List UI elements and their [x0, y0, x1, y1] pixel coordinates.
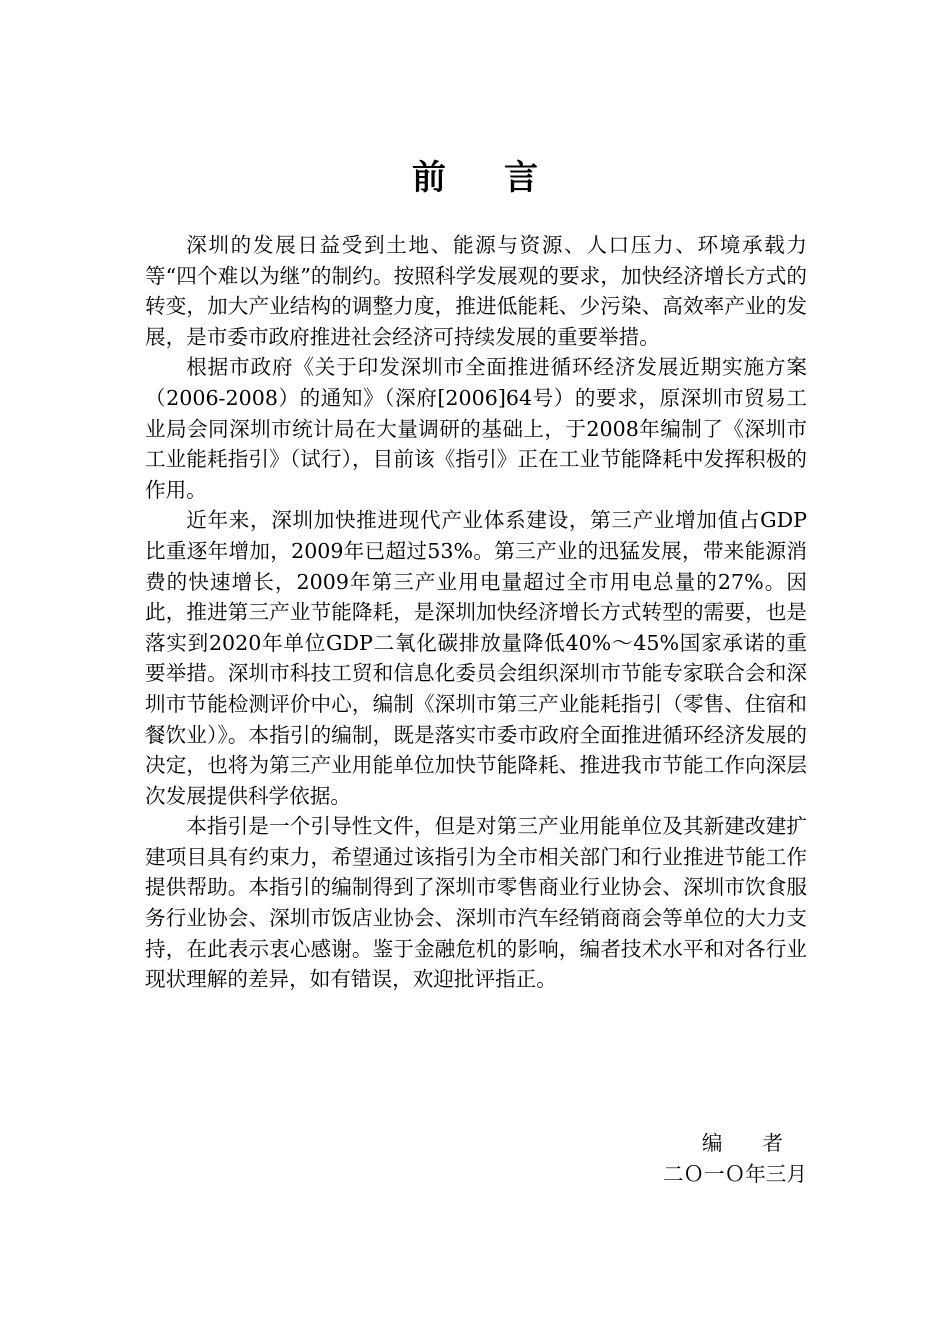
- paragraph-2: 根据市政府《关于印发深圳市全面推进循环经济发展近期实施方案（2006-2008）的通知》（深府[2006]64号）的要求，原深圳市贸易工业局会同深圳市统计局在大量调研的基础上，于2008年编制了《深圳市工业能耗指引》（试行），目前该《指引》正在工业节能降耗中发挥积极的作用。: [145, 355, 807, 502]
- page-title: 前言: [412, 158, 596, 198]
- paragraph-1: 深圳的发展日益受到土地、能源与资源、人口压力、环境承载力等“四个难以为继”的制约。按照科学发展观的要求，加快经济增长方式的转变，加大产业结构的调整力度，推进低能耗、少污染、高效率产业的发展，是市委市政府推进社会经济可持续发展的重要举措。: [145, 233, 807, 349]
- signature-author: 编者: [701, 1131, 823, 1155]
- paragraph-3: 近年来，深圳加快推进现代产业体系建设，第三产业增加值占GDP比重逐年增加，2009年已超过53%。第三产业的迅猛发展，带来能源消费的快速增长，2009年第三产业用电量超过全市用电总量的27%。因此，推进第三产业节能降耗，是深圳加快经济增长方式转型的需要，也是落实到2020年单位GDP二氧化碳排放量降低40%～45%国家承诺的重要举措。深圳市科技工贸和信息化委员会组织深圳市节能专家联合会和深圳市节能检测评价中心，编制《深圳市第三产业能耗指引（零售、住宿和餐饮业）》。本指引的编制，既是落实市委市政府全面推进循环经济发展的决定，也将为第三产业用能单位加快节能降耗、推进我市节能工作向深层次发展提供科学依据。: [145, 508, 807, 808]
- signature-block: [662, 1128, 823, 1189]
- paragraph-4: 本指引是一个引导性文件，但是对第三产业用能单位及其新建改建扩建项目具有约束力，希望通过该指引为全市相关部门和行业推进节能工作提供帮助。本指引的编制得到了深圳市零售商业行业协会、深圳市饮食服务行业协会、深圳市饭店业协会、深圳市汽车经销商商会等单位的大力支持，在此表示衷心感谢。鉴于金融危机的影响，编者技术水平和对各行业现状理解的差异，如有错误，欢迎批评指正。: [145, 814, 807, 992]
- signature-date: 二Ｏ一Ｏ年三月: [662, 1161, 807, 1186]
- preface-body: [145, 230, 807, 995]
